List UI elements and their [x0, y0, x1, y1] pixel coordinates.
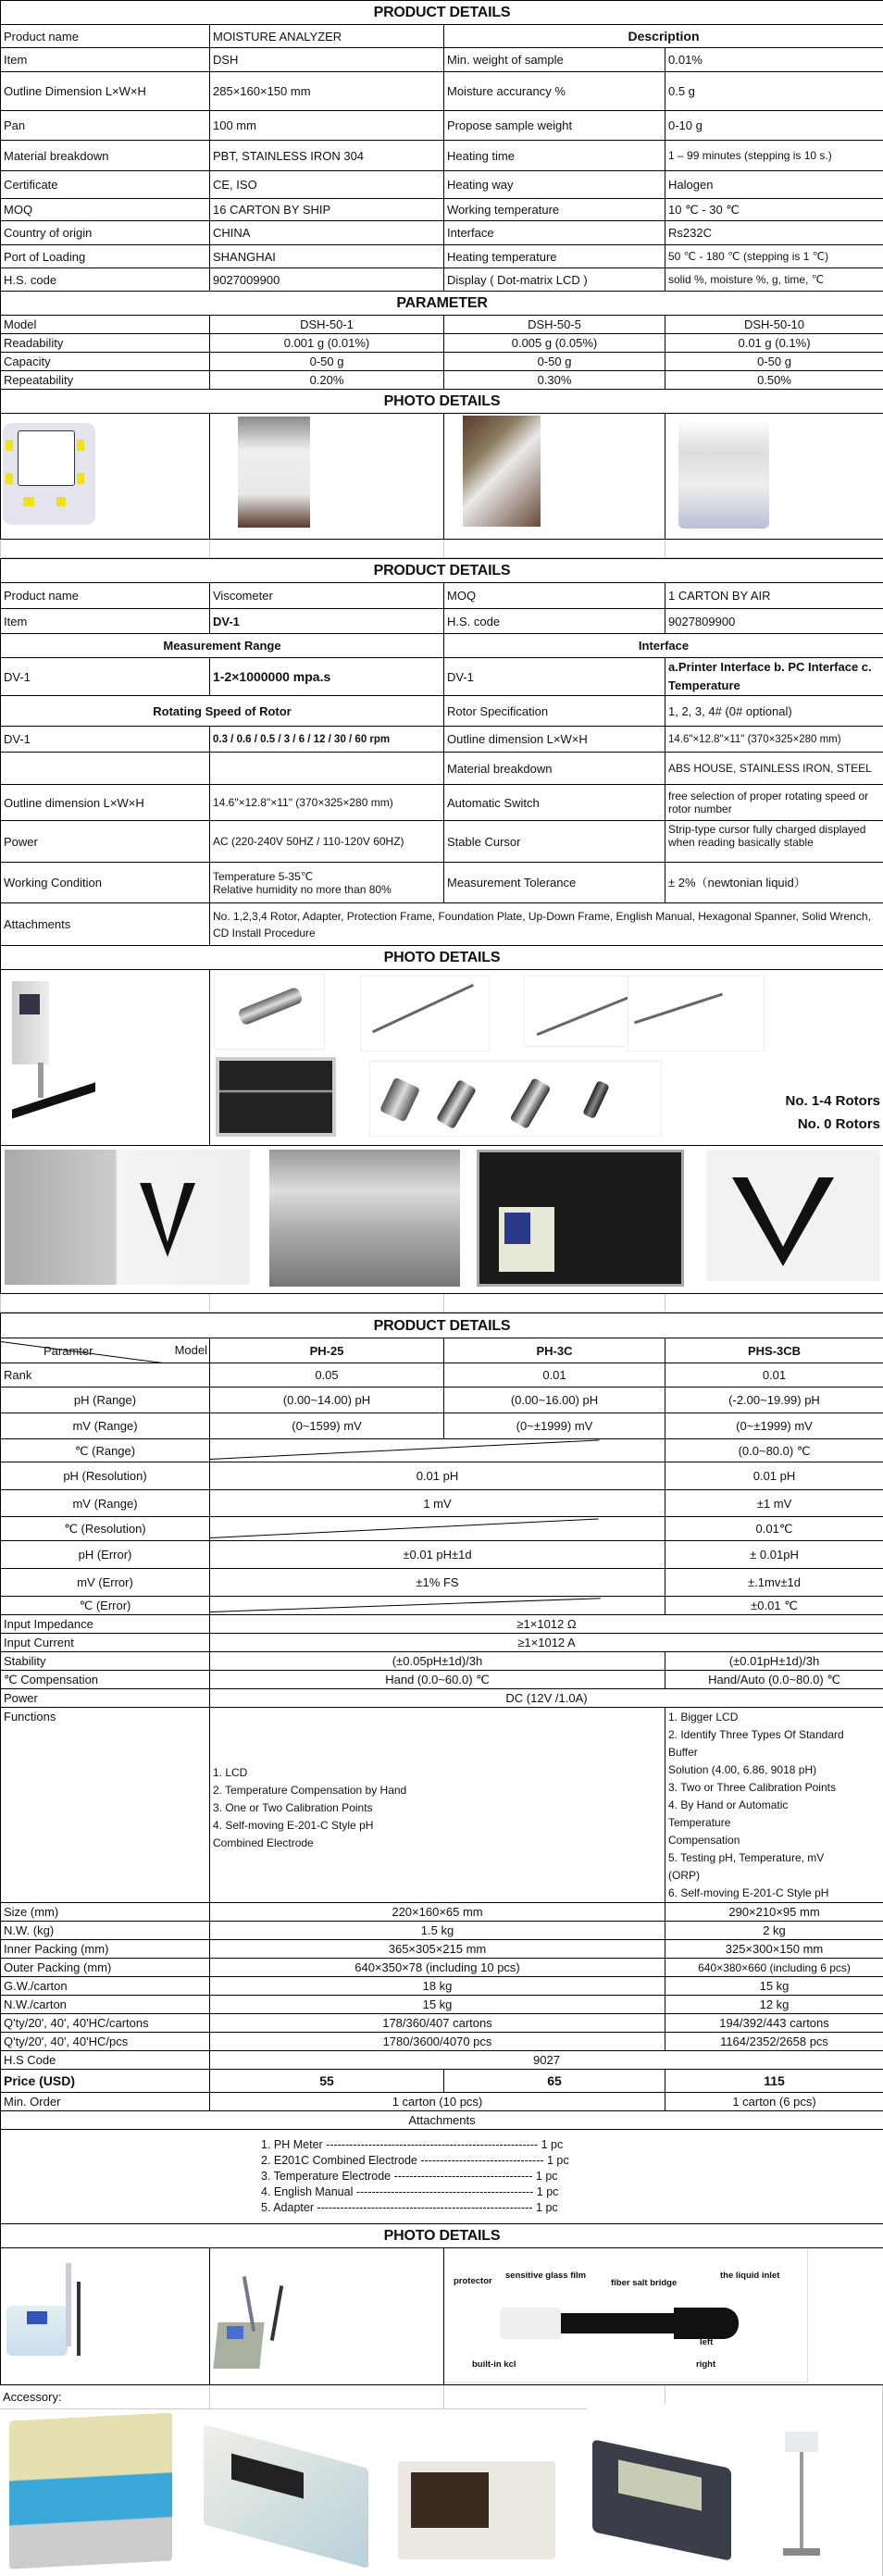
label: Min. Order — [1, 2093, 210, 2111]
desc-label: Min. weight of sample — [444, 48, 665, 72]
value: 15 kg — [665, 1977, 883, 1996]
desc-value: 0.01% — [665, 48, 883, 72]
value: ±1 mV — [665, 1490, 883, 1517]
label: pH (Error) — [1, 1541, 210, 1569]
mode-key-icon — [6, 473, 13, 484]
value: Hand (0.0~60.0) ℃ — [210, 1671, 665, 1689]
label: Product name — [1, 25, 210, 48]
value: ≥1×1012 A — [210, 1634, 883, 1652]
photo-cell — [210, 2248, 444, 2385]
attachments-list — [261, 2137, 880, 2216]
box-packaging-photo — [463, 416, 541, 527]
label: mV (Range) — [1, 1490, 210, 1517]
param-label: Capacity — [1, 353, 210, 371]
label: Rotor Specification — [444, 696, 665, 727]
value: ± 2%（newtonian liquid） — [665, 863, 883, 903]
param-value: 0.50% — [665, 371, 883, 390]
label: Item — [1, 48, 210, 72]
value: CE, ISO — [210, 171, 444, 199]
label-built-in-kcl: built-in kcl — [472, 2358, 516, 2371]
value: 290×210×95 mm — [665, 1903, 883, 1922]
value: AC (220-240V 50HZ / 110-120V 60HZ) — [210, 821, 444, 863]
label: Power — [1, 1689, 210, 1708]
label: Size (mm) — [1, 1903, 210, 1922]
photo-details-title: PHOTO DETAILS — [1, 2224, 883, 2248]
label: Stability — [1, 1652, 210, 1671]
desc-label: Heating way — [444, 171, 665, 199]
photo-cell — [1, 970, 210, 1146]
value: free selection of proper rotating speed or rotor number — [665, 785, 883, 821]
corner-header — [1, 1338, 210, 1363]
measurement-range-header: Measurement Range — [1, 634, 444, 658]
value: 1780/3600/4070 pcs — [210, 2033, 665, 2051]
value: 365×305×215 mm — [210, 1940, 665, 1959]
param-value: 0.001 g (0.01%) — [210, 334, 444, 353]
value: ±0.01 pH±1d — [210, 1541, 665, 1569]
model-header: PHS-3CB — [665, 1338, 883, 1363]
weight-set-case-photo — [9, 2412, 172, 2569]
label: pH (Resolution) — [1, 1462, 210, 1490]
print-key-icon — [56, 497, 66, 506]
photo-details-title: PHOTO DETAILS — [1, 390, 883, 414]
label: ℃ Compensation — [1, 1671, 210, 1689]
value: Viscometer — [210, 583, 444, 609]
function-item: 4. By Hand or Automatic — [668, 1797, 880, 1814]
working-temp: Temperature 5-35℃ — [213, 870, 441, 883]
label: Automatic Switch — [444, 785, 665, 821]
attachment-item: 5. Adapter -------------------------------------------------------- 1 pc — [261, 2200, 880, 2216]
label: Outer Packing (mm) — [1, 1959, 210, 1977]
value: 325×300×150 mm — [665, 1940, 883, 1959]
value: ≥1×1012 Ω — [210, 1615, 883, 1634]
label: Power — [1, 821, 210, 863]
power-key-icon — [6, 440, 13, 451]
section-title: PRODUCT DETAILS — [1, 559, 883, 583]
label: G.W./carton — [1, 1977, 210, 1996]
value: Hand/Auto (0.0~80.0) ℃ — [665, 1671, 883, 1689]
corner-param: Paramter — [44, 1344, 93, 1358]
desc-value: 0.5 g — [665, 72, 883, 111]
param-label: Readability — [1, 334, 210, 353]
value: 220×160×65 mm — [210, 1903, 665, 1922]
label: Input Impedance — [1, 1615, 210, 1634]
label: Functions — [1, 1708, 210, 1903]
measurement-range: 1-2×1000000 mpa.s — [210, 658, 444, 696]
value: SHANGHAI — [210, 245, 444, 268]
label: Q'ty/20', 40', 40'HC/pcs — [1, 2033, 210, 2051]
desc-label: Heating temperature — [444, 245, 665, 268]
parameter-title: PARAMETER — [1, 292, 883, 316]
label: N.W. (kg) — [1, 1922, 210, 1940]
foam-packaging-photo — [238, 417, 310, 528]
param-label: Repeatability — [1, 371, 210, 390]
label: ℃ (Range) — [1, 1439, 210, 1462]
desc-value: 0-10 g — [665, 111, 883, 141]
label: ℃ (Resolution) — [1, 1517, 210, 1541]
viscometer-table — [0, 558, 883, 1313]
accessory-section — [0, 2385, 883, 2576]
param-value: 0-50 g — [444, 353, 665, 371]
function-item: Temperature — [668, 1814, 880, 1832]
value: (0~±1999) mV — [665, 1413, 883, 1439]
functions-shared — [210, 1708, 665, 1903]
function-item: Buffer — [668, 1744, 880, 1761]
value: ±1% FS — [210, 1569, 665, 1597]
value: 18 kg — [210, 1977, 665, 1996]
stand-pole-icon — [38, 1063, 44, 1098]
attachments-value: No. 1,2,3,4 Rotor, Adapter, Protection Frame, Foundation Plate, Up-Down Frame, English Manual, Hexagonal Spanner, Solid Wrench, CD Install Procedure — [210, 903, 883, 946]
photo-cell — [1, 414, 210, 540]
functions-last — [665, 1708, 883, 1903]
function-item: 1. Bigger LCD — [668, 1709, 880, 1726]
value: ABS HOUSE, STAINLESS IRON, STEEL — [665, 753, 883, 785]
section-title: PRODUCT DETAILS — [1, 1, 883, 25]
label: Outline dimension L×W×H — [444, 727, 665, 753]
desc-value: Halogen — [665, 171, 883, 199]
label: Outline Dimension L×W×H — [1, 72, 210, 111]
value: (±0.01pH±1d)/3h — [665, 1652, 883, 1671]
electrode-icon — [270, 2285, 283, 2341]
attachment-item: 2. E201C Combined Electrode -------------------------------- 1 pc — [261, 2153, 880, 2169]
price-value: 65 — [444, 2070, 665, 2093]
photo-cell — [444, 414, 665, 540]
value: 12 kg — [665, 1996, 883, 2014]
lcd-screen-icon — [27, 2311, 47, 2324]
protector-cap-icon — [500, 2308, 561, 2339]
param-value: 0-50 g — [210, 353, 444, 371]
function-item: 1. LCD — [213, 1764, 662, 1782]
label: Pan — [1, 111, 210, 141]
label: Certificate — [1, 171, 210, 199]
rotor-case-photo — [216, 1057, 336, 1137]
function-item: 4. Self-moving E-201-C Style pH — [213, 1817, 662, 1835]
label: N.W./carton — [1, 1996, 210, 2014]
diagonal-line — [210, 1439, 600, 1460]
attachment-item: 1. PH Meter ------------------------------------------------------- 1 pc — [261, 2137, 880, 2153]
model-header: PH-25 — [210, 1338, 444, 1363]
value: 2 kg — [665, 1922, 883, 1940]
attachment-item: 3. Temperature Electrode ------------------------------------ 1 pc — [261, 2169, 880, 2184]
function-item: 5. Testing pH, Temperature, mV — [668, 1849, 880, 1867]
param-header: DSH-50-10 — [665, 316, 883, 334]
case-with-stand-photo — [5, 1150, 250, 1285]
value: 1 carton (10 pcs) — [210, 2093, 665, 2111]
desc-value: 10 ℃ - 30 ℃ — [665, 199, 883, 221]
value: 0.01 — [444, 1363, 665, 1388]
case-photos-cell — [1, 1146, 883, 1294]
stand-base-icon — [12, 1082, 95, 1118]
label: H.S Code — [1, 2051, 210, 2070]
value: 15 kg — [210, 1996, 665, 2014]
empty-cell — [1, 753, 210, 785]
adjust-key-icon — [23, 497, 34, 506]
value: Strip-type cursor fully charged displayed when reading basically stable — [665, 821, 883, 863]
value: MOISTURE ANALYZER — [210, 25, 444, 48]
function-item: Compensation — [668, 1832, 880, 1849]
photo-cell — [210, 414, 444, 540]
value: 14.6"×12.8"×11" (370×325×280 mm) — [665, 727, 883, 753]
value: 1164/2352/2658 pcs — [665, 2033, 883, 2051]
value: 0.01 pH — [210, 1462, 665, 1490]
param-value: 0.30% — [444, 371, 665, 390]
function-item: (ORP) — [668, 1867, 880, 1885]
value: 0.01℃ — [665, 1517, 883, 1541]
lcd-screen-icon — [18, 430, 75, 486]
value: ± 0.01pH — [665, 1541, 883, 1569]
value: (-2.00~19.99) pH — [665, 1388, 883, 1413]
value: (0.0~80.0) ℃ — [665, 1439, 883, 1462]
up-key-icon — [77, 440, 84, 451]
na-cell — [210, 1439, 665, 1462]
label: MOQ — [444, 583, 665, 609]
electronic-balance-display-photo — [204, 2424, 368, 2569]
electrode-diagram-cell — [444, 2248, 883, 2385]
label: H.S. code — [1, 268, 210, 292]
label: Measurement Tolerance — [444, 863, 665, 903]
desc-label: Moisture accurancy % — [444, 72, 665, 111]
na-cell — [210, 1597, 665, 1615]
rotor-label-0: No. 0 Rotors — [798, 1117, 880, 1131]
value: 14.6"×12.8"×11" (370×325×280 mm) — [210, 785, 444, 821]
value: (0~±1999) mV — [444, 1413, 665, 1439]
empty-cell — [210, 753, 444, 785]
rotor-photo-4 — [628, 976, 765, 1052]
section-title: PRODUCT DETAILS — [1, 1313, 883, 1338]
label: Country of origin — [1, 221, 210, 245]
rotor-photos-cell — [210, 970, 883, 1146]
value: 285×160×150 mm — [210, 72, 444, 111]
rotor-label-1-4: No. 1-4 Rotors — [786, 1094, 881, 1108]
param-value: 0-50 g — [665, 353, 883, 371]
lcd-screen-icon — [227, 2326, 243, 2339]
desc-label: Display ( Dot-matrix LCD ) — [444, 268, 665, 292]
label: Outline dimension L×W×H — [1, 785, 210, 821]
value: DV-1 — [210, 609, 444, 634]
model-header: PH-3C — [444, 1338, 665, 1363]
diagonal-line — [210, 1518, 599, 1538]
param-header: DSH-50-1 — [210, 316, 444, 334]
attachments-list-cell — [1, 2130, 883, 2224]
label: Stable Cursor — [444, 821, 665, 863]
label-salt-bridge: fiber salt bridge — [611, 2276, 677, 2290]
label: Inner Packing (mm) — [1, 1940, 210, 1959]
desc-value: solid %, moisture %, g, time, ℃ — [665, 268, 883, 292]
label: mV (Error) — [1, 1569, 210, 1597]
value: 640×350×78 (including 10 pcs) — [210, 1959, 665, 1977]
value: 0.01 pH — [665, 1462, 883, 1490]
label: Port of Loading — [1, 245, 210, 268]
value: (0.00~16.00) pH — [444, 1388, 665, 1413]
lcd-screen-icon — [19, 994, 40, 1014]
param-value: 0.005 g (0.05%) — [444, 334, 665, 353]
value: 1.5 kg — [210, 1922, 665, 1940]
desc-label: Heating time — [444, 141, 665, 171]
price-value: 55 — [210, 2070, 444, 2093]
value: 100 mm — [210, 111, 444, 141]
value: 16 CARTON BY SHIP — [210, 199, 444, 221]
value: 178/360/407 cartons — [210, 2014, 665, 2033]
function-item: 3. Two or Three Calibration Points — [668, 1779, 880, 1797]
value: (0.00~14.00) pH — [210, 1388, 444, 1413]
label: Product name — [1, 583, 210, 609]
model: DV-1 — [1, 658, 210, 696]
paper-slot-icon — [411, 2472, 489, 2528]
label: Input Current — [1, 1634, 210, 1652]
model: DV-1 — [1, 727, 210, 753]
value: 9027009900 — [210, 268, 444, 292]
diagonal-line — [210, 1598, 601, 1612]
value: ±0.01 ℃ — [665, 1597, 883, 1615]
price-label: Price (USD) — [1, 2070, 210, 2093]
label-glass-film: sensitive glass film — [505, 2269, 586, 2283]
param-value: 0.01 g (0.1%) — [665, 334, 883, 353]
rotating-speed-header: Rotating Speed of Rotor — [1, 696, 444, 727]
desc-value: 50 ℃ - 180 ℃ (stepping is 1 ℃) — [665, 245, 883, 268]
value: ±.1mv±1d — [665, 1569, 883, 1597]
label-right: right — [696, 2358, 715, 2371]
value: 1 carton (6 pcs) — [665, 2093, 883, 2111]
electrode-icon — [77, 2282, 81, 2356]
value: 1, 2, 3, 4# (0# optional) — [665, 696, 883, 727]
desc-value: 1 – 99 minutes (stepping is 10 s.) — [665, 141, 883, 171]
stand-in-foam-photo — [706, 1150, 880, 1281]
value: CHINA — [210, 221, 444, 245]
label: Q'ty/20', 40', 40'HC/cartons — [1, 2014, 210, 2033]
param-value: 0.20% — [210, 371, 444, 390]
function-item: Combined Electrode — [213, 1835, 662, 1852]
label: Rank — [1, 1363, 210, 1388]
label: Material breakdown — [444, 753, 665, 785]
function-item: 6. Self-moving E-201-C Style pH — [668, 1885, 880, 1902]
desc-value: Rs232C — [665, 221, 883, 245]
moisture-analyzer-photo — [678, 419, 769, 529]
value: 9027 — [210, 2051, 883, 2070]
value: 1 mV — [210, 1490, 665, 1517]
model: DV-1 — [444, 658, 665, 696]
label: MOQ — [1, 199, 210, 221]
corner-model: Model — [175, 1343, 207, 1357]
value: DC (12V /1.0A) — [210, 1689, 883, 1708]
desc-label: Propose sample weight — [444, 111, 665, 141]
price-value: 115 — [665, 2070, 883, 2093]
desc-label: Interface — [444, 221, 665, 245]
label: ℃ (Error) — [1, 1597, 210, 1615]
value: PBT, STAINLESS IRON 304 — [210, 141, 444, 171]
description-header: Description — [444, 25, 883, 48]
param-header: DSH-50-5 — [444, 316, 665, 334]
working-humidity: Relative humidity no more than 80% — [213, 883, 441, 896]
na-cell — [210, 1517, 665, 1541]
label-protector: protector — [454, 2274, 492, 2288]
stand-head-icon — [785, 2432, 818, 2452]
value: (±0.05pH±1d)/3h — [210, 1652, 665, 1671]
value: 1 CARTON BY AIR — [665, 583, 883, 609]
label: pH (Range) — [1, 1388, 210, 1413]
function-item: 2. Identify Three Types Of Standard — [668, 1726, 880, 1744]
value: DSH — [210, 48, 444, 72]
attachment-item: 4. English Manual ---------------------------------------------- 1 pc — [261, 2184, 880, 2200]
label: Working Condition — [1, 863, 210, 903]
accessory-label: Accessory: — [3, 2390, 62, 2404]
interface-value: a.Printer Interface b. PC Interface c. Temperature — [665, 658, 883, 696]
electrode-arm-icon — [66, 2263, 71, 2346]
photo-cell — [665, 414, 883, 540]
function-item: 2. Temperature Compensation by Hand — [213, 1782, 662, 1799]
stand-base-icon — [783, 2548, 820, 2556]
photo-cell — [1, 2248, 210, 2385]
attachments-header: Attachments — [1, 2111, 883, 2130]
function-item: 3. One or Two Calibration Points — [213, 1799, 662, 1817]
down-key-icon — [77, 473, 84, 484]
lcd-screen-icon — [504, 1213, 530, 1244]
ph-meter-table — [0, 1313, 883, 2385]
desc-label: Working temperature — [444, 199, 665, 221]
label: Item — [1, 609, 210, 634]
label: H.S. code — [444, 609, 665, 634]
electrode-tip-icon — [674, 2308, 739, 2339]
value: 640×380×660 (including 6 pcs) — [665, 1959, 883, 1977]
label: Material breakdown — [1, 141, 210, 171]
function-item: Solution (4.00, 6.86, 9018 pH) — [668, 1761, 880, 1779]
rotating-speed: 0.3 / 0.6 / 0.5 / 3 / 6 / 12 / 30 / 60 rpm — [210, 727, 444, 753]
label: mV (Range) — [1, 1413, 210, 1439]
value: 194/392/443 cartons — [665, 2014, 883, 2033]
value: 0.05 — [210, 1363, 444, 1388]
value: 0.01 — [665, 1363, 883, 1388]
closed-case-photo — [269, 1150, 460, 1287]
param-header: Model — [1, 316, 210, 334]
photo-details-title: PHOTO DETAILS — [1, 946, 883, 970]
value: 9027809900 — [665, 609, 883, 634]
moisture-analyzer-table — [0, 0, 883, 558]
interface-header: Interface — [444, 634, 883, 658]
label-liquid-inlet: the liquid inlet — [720, 2269, 779, 2283]
working-condition — [210, 863, 444, 903]
label-left: left — [700, 2335, 713, 2349]
value: (0~1599) mV — [210, 1413, 444, 1439]
label: Attachments — [1, 903, 210, 946]
